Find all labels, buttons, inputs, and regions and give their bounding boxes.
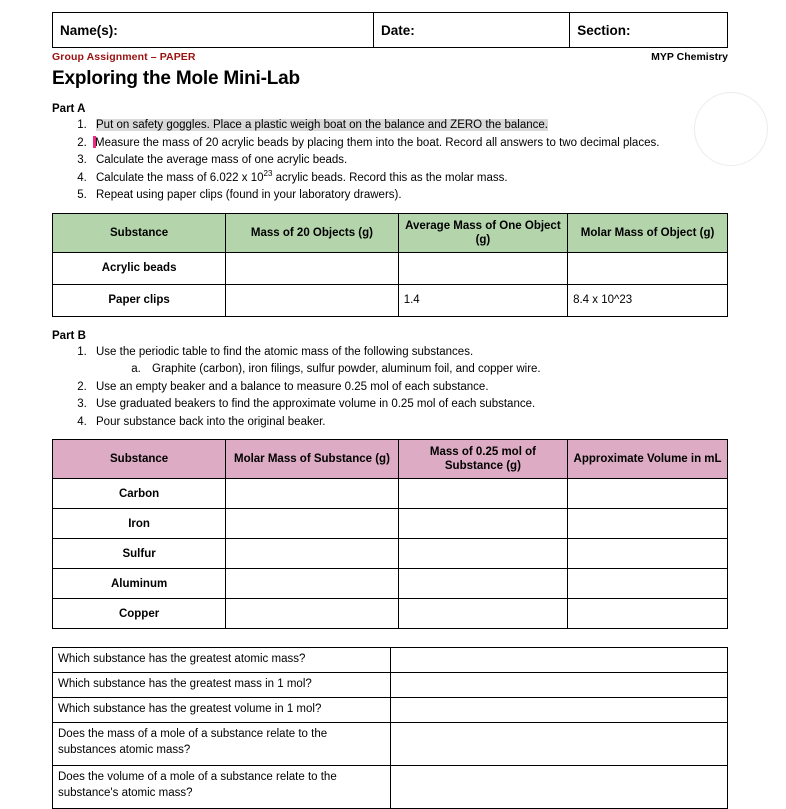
part-b-step-list	[52, 344, 734, 432]
part-b-step-3-text: Use graduated beakers to find the approximate volume in 0.25 mol of each substance.	[96, 398, 536, 410]
column-header-molar-mass-substance: Molar Mass of Substance (g)	[226, 440, 399, 479]
cell-acrylic-molarmass[interactable]	[568, 252, 728, 284]
cell-copper-molarmass[interactable]	[226, 599, 399, 629]
date-field-cell[interactable]: Date:	[373, 13, 569, 48]
table-row	[53, 698, 728, 723]
part-a-step-3-text: Calculate the average mass of one acrylic beads.	[96, 154, 348, 166]
list-item	[90, 396, 734, 414]
list-item	[90, 187, 734, 205]
row-label-aluminum: Aluminum	[53, 569, 226, 599]
part-a-step-4-text: Calculate the mass of 6.022 x 10	[96, 171, 264, 184]
part-b-substep-a-text: Graphite (carbon), iron filings, sulfur powder, aluminum foil, and copper wire.	[152, 363, 541, 375]
part-b-data-table	[52, 439, 728, 629]
cell-carbon-molarmass[interactable]	[226, 479, 399, 509]
course-tag: MYP Chemistry	[651, 51, 728, 63]
table-row	[53, 509, 728, 539]
column-header-substance: Substance	[53, 440, 226, 479]
questions-table	[52, 647, 728, 809]
table-header-row	[53, 440, 728, 479]
list-item	[90, 379, 734, 397]
part-b-step-2-text: Use an empty beaker and a balance to measure 0.25 mol of each substance.	[96, 380, 489, 393]
question-text-3: Which substance has the greatest volume in 1 mol?	[53, 698, 391, 723]
part-a-step-list	[52, 117, 734, 205]
cell-paperclips-mass20[interactable]	[226, 284, 399, 316]
question-text-5: Does the volume of a mole of a substance relate to the substance's atomic mass?	[53, 766, 391, 809]
cell-paperclips-avgmass[interactable]: 1.4	[398, 284, 567, 316]
cell-aluminum-volume[interactable]	[568, 569, 728, 599]
list-item	[90, 152, 734, 170]
cell-copper-mass025[interactable]	[398, 599, 567, 629]
part-a-step-4-exponent: 23	[263, 168, 273, 178]
section-field-cell[interactable]: Section:	[570, 13, 728, 48]
worksheet-page	[52, 0, 734, 799]
cell-acrylic-mass20[interactable]	[226, 252, 399, 284]
part-b-step-4-text: Pour substance back into the original beaker.	[96, 415, 326, 428]
part-a-data-table	[52, 213, 728, 317]
question-answer-2[interactable]	[390, 673, 728, 698]
cell-copper-volume[interactable]	[568, 599, 728, 629]
table-row	[53, 723, 728, 766]
name-field-cell[interactable]: Name(s):	[53, 13, 374, 48]
cell-sulfur-volume[interactable]	[568, 539, 728, 569]
table-row	[53, 13, 728, 48]
group-assignment-tag: Group Assignment – PAPER	[52, 51, 196, 63]
column-header-substance: Substance	[53, 213, 226, 252]
part-b-step-1-text: Use the periodic table to find the atomic mass of the following substances.	[96, 345, 474, 358]
column-header-mass-025-mol: Mass of 0.25 mol of Substance (g)	[398, 440, 567, 479]
row-label-paper-clips: Paper clips	[53, 284, 226, 316]
column-header-average-mass-one-object: Average Mass of One Object (g)	[398, 213, 567, 252]
cell-acrylic-avgmass[interactable]	[398, 252, 567, 284]
list-item	[144, 361, 734, 379]
part-a-step-2-text: Measure the mass of 20 acrylic beads by placing them into the boat. Record all answers to two decimal places.	[95, 136, 660, 149]
part-a-heading: Part A	[52, 103, 86, 115]
list-item	[90, 170, 734, 188]
table-row	[53, 479, 728, 509]
question-answer-1[interactable]	[390, 648, 728, 673]
list-item	[90, 414, 734, 432]
cell-carbon-mass025[interactable]	[398, 479, 567, 509]
row-label-acrylic-beads: Acrylic beads	[53, 252, 226, 284]
row-label-copper: Copper	[53, 599, 226, 629]
cell-iron-molarmass[interactable]	[226, 509, 399, 539]
column-header-approximate-volume: Approximate Volume in mL	[568, 440, 728, 479]
table-row	[53, 252, 728, 284]
identity-header-table	[52, 12, 728, 48]
question-answer-5[interactable]	[390, 766, 728, 809]
question-answer-4[interactable]	[390, 723, 728, 766]
table-row	[53, 673, 728, 698]
table-row	[53, 599, 728, 629]
row-label-sulfur: Sulfur	[53, 539, 226, 569]
cell-sulfur-mass025[interactable]	[398, 539, 567, 569]
column-header-mass-20-objects: Mass of 20 Objects (g)	[226, 213, 399, 252]
question-text-2: Which substance has the greatest mass in 1 mol?	[53, 673, 391, 698]
part-a-step-1-text: Put on safety goggles. Place a plastic weigh boat on the balance and ZERO the balance.	[96, 119, 548, 131]
table-header-row	[53, 213, 728, 252]
part-b-heading: Part B	[52, 329, 86, 342]
cell-sulfur-molarmass[interactable]	[226, 539, 399, 569]
cell-iron-volume[interactable]	[568, 509, 728, 539]
part-a-step-5-text: Repeat using paper clips (found in your laboratory drawers).	[96, 189, 402, 201]
cell-aluminum-mass025[interactable]	[398, 569, 567, 599]
question-text-4: Does the mass of a mole of a substance relate to the substances atomic mass?	[53, 723, 391, 766]
cell-paperclips-molarmass[interactable]: 8.4 x 10^23	[568, 284, 728, 316]
list-item	[90, 344, 734, 379]
table-row	[53, 569, 728, 599]
table-row	[53, 648, 728, 673]
column-header-molar-mass-object: Molar Mass of Object (g)	[568, 213, 728, 252]
row-label-carbon: Carbon	[53, 479, 226, 509]
cell-aluminum-molarmass[interactable]	[226, 569, 399, 599]
cell-iron-mass025[interactable]	[398, 509, 567, 539]
part-a-step-4-tail: acrylic beads. Record this as the molar mass.	[272, 171, 508, 184]
part-b-substep-list	[96, 361, 734, 379]
row-label-iron: Iron	[53, 509, 226, 539]
decorative-circle-icon	[694, 92, 768, 166]
page-title: Exploring the Mole Mini-Lab	[52, 68, 300, 89]
list-item	[90, 117, 734, 135]
meta-line	[52, 51, 728, 63]
table-row	[53, 766, 728, 809]
list-item	[90, 135, 734, 153]
cell-carbon-volume[interactable]	[568, 479, 728, 509]
question-answer-3[interactable]	[390, 698, 728, 723]
question-text-1: Which substance has the greatest atomic mass?	[53, 648, 391, 673]
table-row	[53, 539, 728, 569]
table-row	[53, 284, 728, 316]
